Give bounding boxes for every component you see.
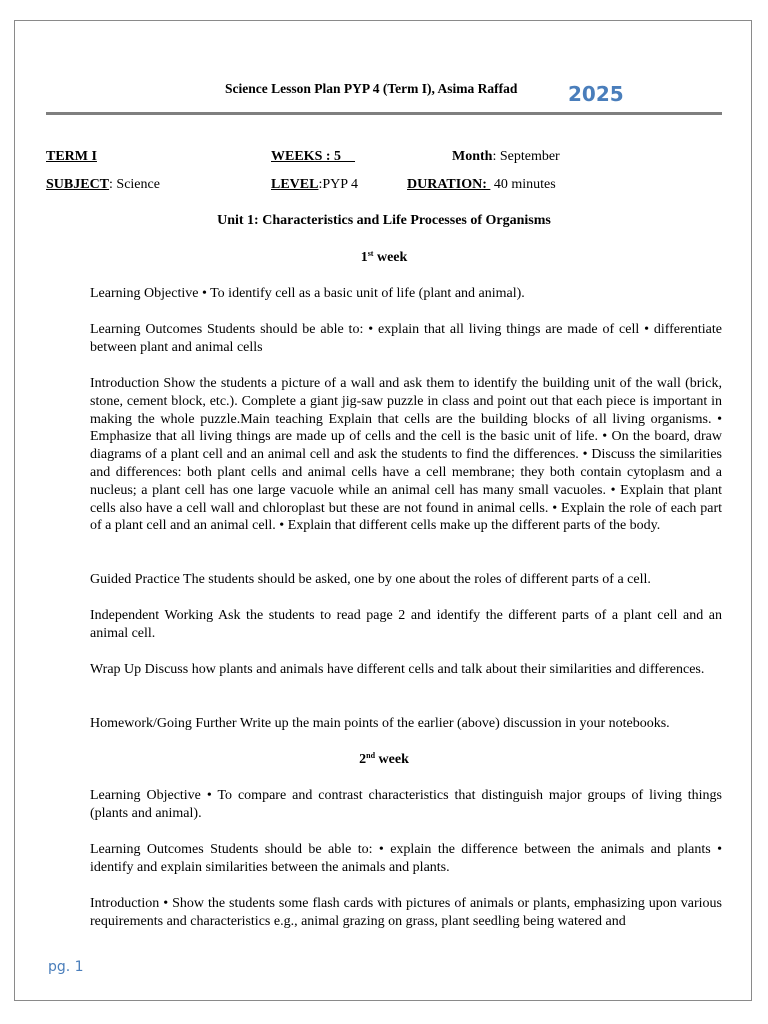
subject-label: SUBJECT: [46, 177, 110, 192]
week-2-heading: [46, 751, 722, 768]
subject-field: [46, 177, 160, 193]
week-1-learning-objective: Learning Objective • To identify cell as a basic unit of life (plant and animal).: [90, 286, 525, 301]
week-2-learning-outcomes: Learning Outcomes Students should be able to: • explain the difference between the animals and plants • identify and explain similarities between the animals and plants.: [90, 842, 722, 875]
week-1-number: 1: [360, 250, 368, 265]
month-value: : September: [492, 149, 560, 164]
document-title: Science Lesson Plan PYP 4 (Term I), Asima Raffad: [225, 81, 518, 96]
week-2-label: week: [375, 752, 409, 767]
term-field: [46, 149, 97, 165]
week-1-independent-working: Independent Working Ask the students to read page 2 and identify the different parts of a plant cell and an animal cell.: [90, 608, 722, 641]
subject-value: : Science: [109, 177, 160, 192]
duration-field: [407, 177, 556, 193]
week-1-guided-practice: Guided Practice The students should be asked, one by one about the roles of different parts of a cell.: [90, 572, 651, 587]
weeks-field: [271, 149, 355, 165]
duration-value: 40 minutes: [490, 177, 556, 192]
header-divider: [46, 112, 722, 115]
level-label: LEVEL: [271, 177, 319, 192]
header-year: 2025: [568, 82, 624, 106]
week-2-introduction: Introduction • Show the students some flash cards with pictures of animals or plants, emphasizing upon various requirements and characteristics e.g., animal grazing on grass, plant seedling being watered and: [90, 896, 722, 929]
level-value: :PYP 4: [318, 177, 359, 192]
week-2-learning-objective: Learning Objective • To compare and contrast characteristics that distinguish major groups of living things (plants and animal).: [90, 788, 722, 821]
week-1-heading: [46, 249, 722, 266]
month-field: [452, 149, 560, 165]
term-label: TERM I: [46, 149, 97, 164]
week-1-introduction: Introduction Show the students a picture of a wall and ask them to identify the building unit of the wall (brick, stone, cement block, etc.). Complete a giant jig-saw puzzle in class and point out that each piece is important in making the whole puzzle.Main teaching Explain that cells are the building blocks of all living organisms. • Emphasize that all living things are made up of cells and the cell is the basic unit of life. • On the board, draw diagrams of a plant cell and an animal cell and ask the students to find the differences. • Discuss the similarities and differences: both plant cells and animal cells have a cell membrane; they both contain cytoplasm and a nucleus; a plant cell has one large vacuole while an animal cell has many small vacuoles. • Explain that plant cells also have a cell wall and chloroplast but these are not found in animal cells. • Explain the role of each part of a plant cell and an animal cell. • Explain that different cells make up the different parts of the body.: [90, 376, 722, 534]
week-1-suffix: st: [367, 249, 374, 258]
week-1-homework: Homework/Going Further Write up the main points of the earlier (above) discussion in your notebooks.: [90, 716, 670, 731]
week-1-learning-outcomes: Learning Outcomes Students should be able to: • explain that all living things are made of cell • differentiate between plant and animal cells: [90, 322, 722, 355]
unit-title: Unit 1: Characteristics and Life Processes of Organisms: [217, 213, 551, 228]
weeks-label: WEEKS : 5: [271, 149, 356, 164]
level-field: [271, 177, 358, 193]
week-1-wrap-up: Wrap Up Discuss how plants and animals have different cells and talk about their similarities and differences.: [90, 662, 705, 677]
duration-label: DURATION:: [407, 177, 491, 192]
week-2-suffix: nd: [366, 751, 376, 760]
week-2-number: 2: [359, 752, 367, 767]
page-number: pg. 1: [48, 959, 84, 975]
week-1-label: week: [373, 250, 408, 265]
month-label: Month: [452, 149, 493, 164]
